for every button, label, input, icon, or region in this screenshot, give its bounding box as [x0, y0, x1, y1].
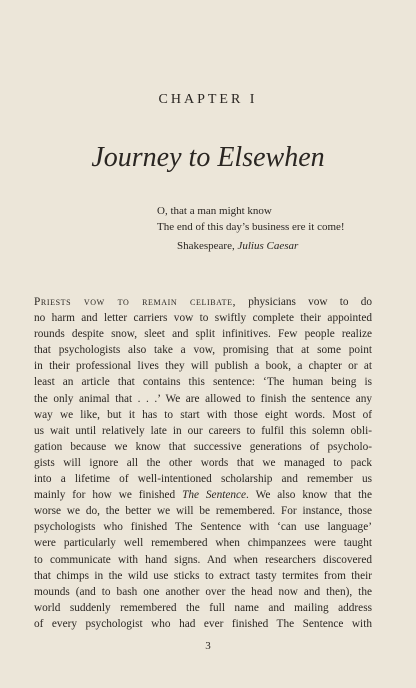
body-line: that psychologists also take a vow, promising that at some point [34, 344, 372, 357]
epigraph-author: Shakespeare, [177, 240, 235, 252]
body-line: mainly for how we finished The Sentence. We also know that the [34, 489, 372, 502]
body-line: psychologists who finished The Sentence with ‘can use language’ [34, 521, 372, 534]
lead-in: Priests vow to remain celibate, [34, 296, 237, 308]
body-line: worse we do, the better we will be remembered. For instance, those [34, 505, 372, 518]
body-line: of every psychologist who had ever finished The Sentence with [34, 617, 372, 630]
body-line: the only animal that . . .’ We are allowed to finish the sentence any [34, 392, 372, 405]
epigraph [157, 203, 387, 254]
body-line: us wait until relatively late in our careers to fulfil this solemn obli- [34, 424, 372, 437]
body-line: into a lifetime of well-intentioned scholarship and remember us [34, 473, 372, 486]
body-line: no harm and letter carriers vow to swiftly complete their appointed [34, 312, 372, 325]
body-line: to communicate with hand signs. And when researchers discovered [34, 553, 372, 566]
chapter-title: Journey to Elsewhen [91, 142, 325, 173]
body-line: rounds despite snow, sleet and split infinitives. Few people realize [34, 328, 372, 341]
epigraph-work: Julius Caesar [237, 240, 299, 252]
body-paragraph [34, 294, 372, 632]
epigraph-line: O, that a man might know [157, 205, 272, 217]
body-line: were particularly well remembered when chimpanzees were taught [34, 537, 372, 550]
body-line: world suddenly remembered the full name and mailing address [34, 601, 372, 614]
page-number: 3 [205, 640, 211, 652]
body-line: that chimps in the wild use sticks to extract tasty termites from their [34, 569, 372, 582]
body-line: gation because we know that successive generations of psycholo- [34, 440, 372, 453]
body-line: way we like, but it has to start with those eight words. Most of [34, 408, 372, 421]
body-line: Priests vow to remain celibate, physicians vow to do [34, 296, 372, 308]
body-line: least an article that contains this sentence: ‘The human being is [34, 376, 372, 389]
body-line: in their professional lives they will publish a book, a chapter or at [34, 360, 372, 373]
body-line: mounds (and to bash one another over the head now and then), the [34, 585, 372, 598]
italic-phrase: The Sentence [182, 489, 247, 502]
epigraph-attribution [177, 238, 387, 254]
chapter-label: CHAPTER I [158, 92, 258, 107]
epigraph-line: The end of this day’s business ere it come! [157, 221, 345, 233]
body-line: gists will ignore all the other words that we managed to pack [34, 456, 372, 469]
